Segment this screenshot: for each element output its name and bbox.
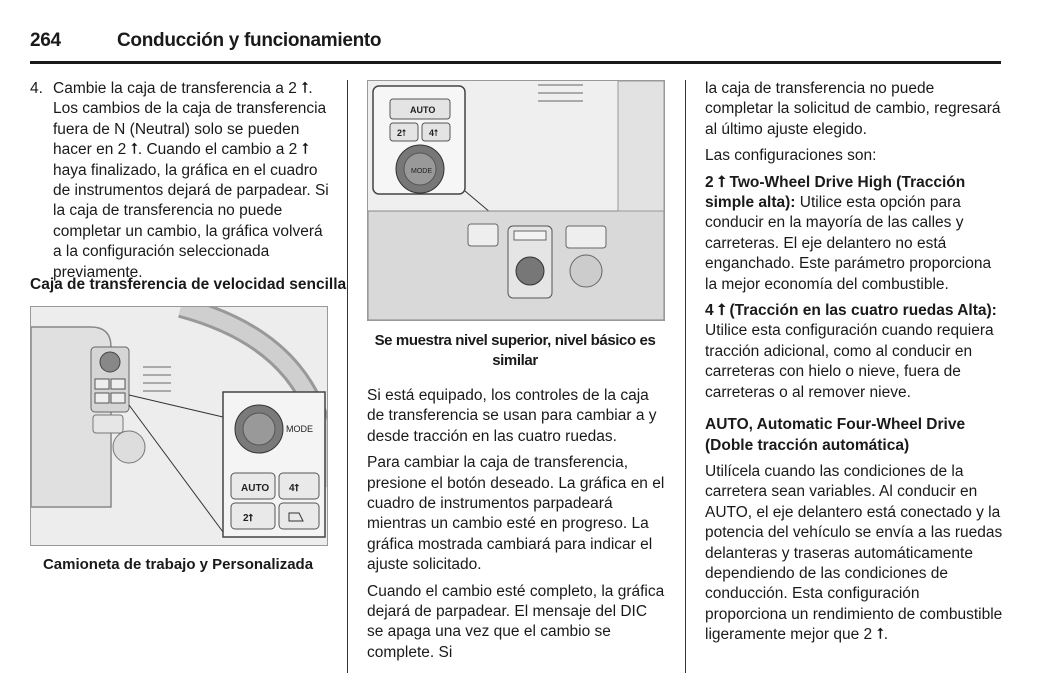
mode-label: MODE xyxy=(411,168,432,175)
figure-top-level-controls xyxy=(367,80,665,321)
column-right xyxy=(705,79,1005,652)
page-number: 264 xyxy=(30,30,61,51)
four-high-label: 4⭡ xyxy=(429,128,439,138)
column-divider xyxy=(347,80,348,673)
paragraph: Las configuraciones son: xyxy=(705,147,877,165)
paragraph: Cuando el cambio esté completo, la gráfica dejará de parpadear. El mensaje del DIC se apaga una vez que el cambio se complete. Si xyxy=(367,582,665,661)
column-middle xyxy=(367,386,667,669)
paragraph: Utilícela cuando las condiciones de la carretera sean variables. Al conducir en AUTO, el eje delantero está conectado y la potencia del vehículo se envía a las ruedas delanteras y traseras automáticamente dependiendo de las condiciones de conducción. Esta configuración proporciona un rendimiento de combustible ligeramente mejor que 2 ⭡. xyxy=(705,462,1003,644)
step-number: 4. xyxy=(30,80,43,97)
setting-label: 4 ⭡ (Tracción en las cuatro ruedas Alta): xyxy=(705,302,997,320)
paragraph: Si está equipado, los controles de la caja de transferencia se usan para cambiar a y desde tracción en las cuatro ruedas. xyxy=(367,387,657,445)
two-high-label: 2⭡ xyxy=(397,128,407,138)
figure-caption: Camioneta de trabajo y Personalizada xyxy=(42,556,314,573)
section-title: Conducción y funcionamiento xyxy=(117,30,382,51)
auto-label: AUTO xyxy=(241,483,270,494)
column-divider xyxy=(685,80,686,673)
step-text: Cambie la caja de transferencia a 2 ⭡. Los cambios de la caja de transferencia fuera de N (Neutral) solo se pueden hacer en 2 ⭡. Cuando el cambio a 2 ⭡ haya finalizado, la gráfica en el cuadro de instrumentos dejará de parpadear. Si la caja de transferencia no puede completar un cambio, la gráfica volverá a la configuración seleccionada previamente. xyxy=(53,80,329,281)
setting-text: Utilice esta opción para conducir en la mayoría de las calles y carreteras. El eje delantero no está enganchado. Este parámetro proporciona la mejor economía del combustible. xyxy=(705,194,992,293)
two-high-label: 2⭡ xyxy=(243,513,254,524)
paragraph: la caja de transferencia no puede completar la solicitud de cambio, regresará al último ajuste elegido. xyxy=(705,80,1001,138)
header-rule xyxy=(30,61,1001,64)
console-illustration xyxy=(368,81,664,320)
mode-label: MODE xyxy=(286,424,313,434)
figure-single-speed-transfer-case xyxy=(30,306,328,546)
figure-caption: Se muestra nivel superior, nivel básico es similar xyxy=(374,332,656,369)
step-item xyxy=(30,79,330,283)
column-left xyxy=(30,79,330,283)
setting-item xyxy=(705,301,1005,403)
setting-item xyxy=(705,173,1005,295)
setting-text: Utilice esta configuración cuando requiera tracción adicional, como al conducir en carreteras con hielo o nieve, fuera de carreteras o al remover nieve. xyxy=(705,322,994,401)
paragraph: Para cambiar la caja de transferencia, presione el botón deseado. La gráfica en el cuadro de instrumentos parpadeará mientras un cambio esté en progreso. La gráfica mostrada cambiará para indicar el ajuste solicitado. xyxy=(367,454,665,574)
dashboard-illustration xyxy=(31,307,327,545)
setting-label: 2 ⭡ Two-Wheel Drive High (Tracción simple alta): xyxy=(705,173,966,212)
section-heading: AUTO, Automatic Four-Wheel Drive (Doble tracción automática) xyxy=(705,416,966,454)
four-high-label: 4⭡ xyxy=(289,483,300,494)
subheading: Caja de transferencia de velocidad sencilla xyxy=(30,276,347,293)
auto-label: AUTO xyxy=(410,105,436,115)
